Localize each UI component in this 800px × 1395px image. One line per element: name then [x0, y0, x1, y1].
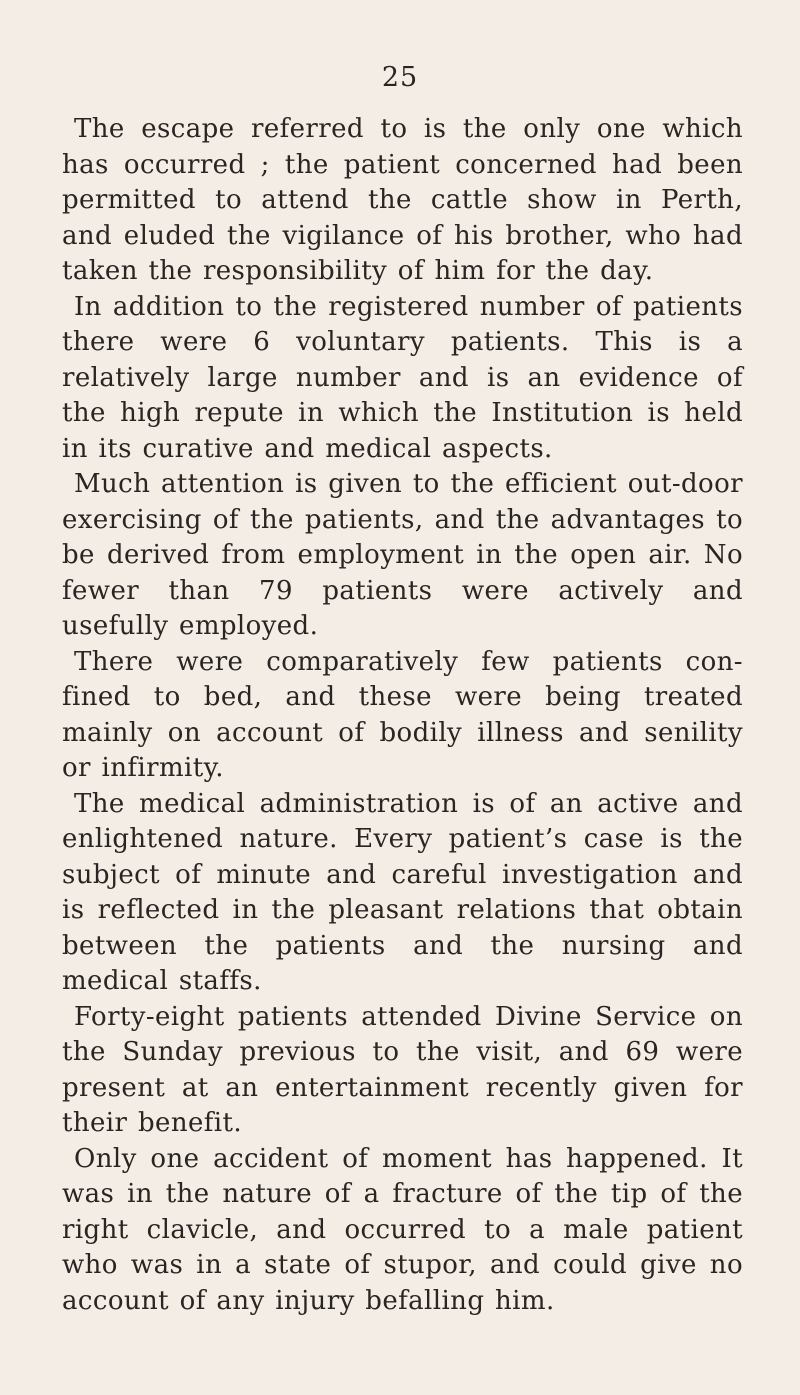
paragraph-outdoor-exercise: Much attention is given to the efficient out-door exercising of the patients, and the advantages to be derived from employment in the open air. No fewer than 79 patients were actively and usefully employed. — [62, 469, 743, 641]
paragraph-accident: Only one accident of moment has happened. It was in the nature of a fracture of the tip of the right clavicle, and occurred to a male patient who was in a state of stupor, and could give no account of any injury befalling him. — [62, 1143, 743, 1316]
paragraph-divine-service: Forty-eight patients attended Divine Service on the Sunday previous to the visit, and 69 were present at an entertainment recently given for their benefit. — [62, 1001, 743, 1138]
paragraph-medical-administration: The medical administration is of an active and enlightened nature. Every patient’s case is the subject of minute and careful investigation and is reflected in the pleasant relations that obtain between the patients and the nursing and medical staffs. — [62, 788, 743, 996]
paragraph-voluntary-patients: In addition to the registered number of patients there were 6 voluntary patients. This is a relatively large number and is an evidence of the high repute in which the Institution is held in its curative and medical aspects. — [62, 291, 743, 464]
paragraph-confined-to-bed: There were comparatively few patients con-fined to bed, and these were being treated mainly on account of bodily illness and senility or infirmity. — [62, 646, 743, 783]
page-number: 25 — [381, 62, 419, 93]
paragraph-escape: The escape referred to is the only one which has occurred ; the patient concerned had been permitted to attend the cattle show in Perth, and eluded the vigilance of his brother, who had taken the responsibility of him for the day. — [62, 114, 743, 286]
body-text — [62, 112, 743, 1319]
